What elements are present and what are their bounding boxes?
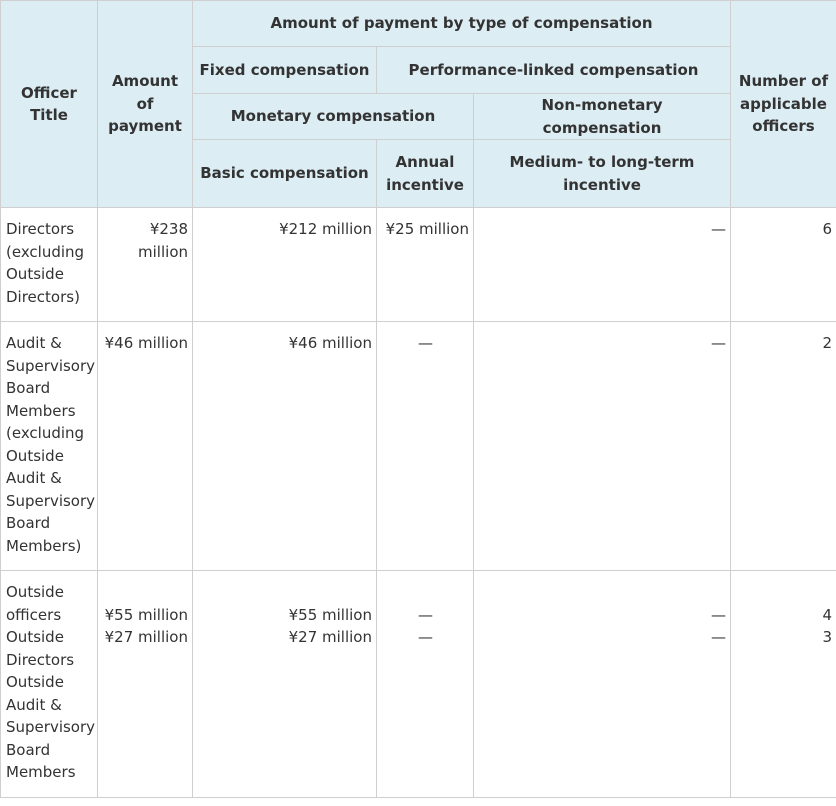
cell-number: 2 bbox=[731, 322, 836, 571]
table-row bbox=[1, 322, 836, 571]
cell-basic: ¥46 million bbox=[193, 322, 377, 571]
cell-title bbox=[1, 571, 98, 798]
header-number-of-officers: Number of applicable officers bbox=[731, 1, 836, 208]
cell-medium: — bbox=[474, 208, 731, 322]
number-outside-directors: 4 bbox=[822, 605, 833, 624]
header-amount-of-payment: Amount of payment bbox=[98, 1, 193, 208]
header-basic: Basic compensation bbox=[193, 140, 377, 208]
header-monetary: Monetary compensation bbox=[193, 94, 474, 140]
cell-annual: ¥25 million bbox=[377, 208, 474, 322]
table-row bbox=[1, 208, 836, 322]
medium-outside-directors: — bbox=[711, 605, 727, 624]
basic-outside-audit: ¥27 million bbox=[288, 628, 372, 646]
amount-outside-directors: ¥55 million bbox=[104, 605, 188, 624]
cell-amount: ¥46 million bbox=[98, 322, 193, 571]
number-outside-audit: 3 bbox=[822, 628, 833, 646]
cell-number: 6 bbox=[731, 208, 836, 322]
header-medium-long-term: Medium- to long-term incentive bbox=[474, 140, 731, 208]
cell-amount bbox=[98, 571, 193, 798]
cell-annual: — bbox=[377, 322, 474, 571]
header-annual-incentive: Annual incentive bbox=[377, 140, 474, 208]
cell-title: Directors (excluding Outside Directors) bbox=[1, 208, 98, 322]
table-row bbox=[1, 571, 836, 798]
annual-outside-directors: — bbox=[418, 605, 433, 624]
title-outside-audit-members: Outside Audit & Supervisory Board Members bbox=[6, 673, 96, 781]
cell-title: Audit & Supervisory Board Members (excluding Outside Audit & Supervisory Board Members) bbox=[1, 322, 98, 571]
title-outside-officers: Outside officers bbox=[6, 583, 64, 624]
header-officer-title: Officer Title bbox=[1, 1, 98, 208]
basic-outside-directors: ¥55 million bbox=[288, 605, 372, 624]
header-performance-linked: Performance-linked compensation bbox=[377, 47, 731, 94]
title-outside-directors: Outside Directors bbox=[6, 628, 75, 669]
header-non-monetary: Non-monetary compensation bbox=[474, 94, 731, 140]
medium-outside-audit: — bbox=[711, 628, 727, 646]
cell-amount: ¥238 million bbox=[98, 208, 193, 322]
cell-annual bbox=[377, 571, 474, 798]
cell-basic bbox=[193, 571, 377, 798]
cell-medium bbox=[474, 571, 731, 798]
annual-outside-audit: — bbox=[418, 628, 433, 646]
cell-medium: — bbox=[474, 322, 731, 571]
cell-number bbox=[731, 571, 836, 798]
header-row-1 bbox=[1, 1, 836, 47]
amount-outside-audit: ¥27 million bbox=[104, 628, 188, 646]
header-fixed-compensation: Fixed compensation bbox=[193, 47, 377, 94]
cell-basic: ¥212 million bbox=[193, 208, 377, 322]
header-amount-by-type: Amount of payment by type of compensation bbox=[193, 1, 731, 47]
